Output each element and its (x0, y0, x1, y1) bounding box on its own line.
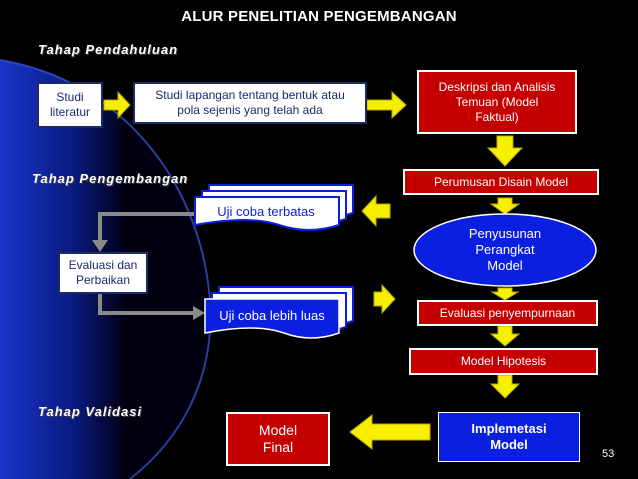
node-model-hipotesis: Model Hipotesis (409, 348, 598, 375)
arrow-down-4 (491, 326, 519, 346)
arrow-right-1 (104, 92, 130, 118)
node-evaluasi-penyempurnaan: Evaluasi penyempurnaan (417, 300, 598, 326)
node-studi-literatur: Studi literatur (37, 82, 103, 128)
node-implementasi-model: Implemetasi Model (438, 412, 580, 462)
node-uji-coba-lebih-luas: Uji coba lebih luas (219, 308, 325, 324)
stage-label-pengembangan: Tahap Pengembangan (32, 171, 189, 186)
connector-evaluasi-to-uji-luas (100, 294, 196, 313)
arrow-down-3 (492, 288, 518, 300)
node-studi-lapangan: Studi lapangan tentang bentuk atau pola sejenis yang telah ada (133, 82, 367, 124)
arrow-right-3 (374, 285, 395, 313)
arrow-left-2 (350, 415, 430, 449)
page-number: 53 (602, 448, 615, 460)
arrow-left-1 (362, 196, 390, 226)
arrow-down-5 (491, 375, 519, 398)
stage-label-validasi: Tahap Validasi (38, 404, 143, 419)
node-evaluasi-perbaikan: Evaluasi dan Perbaikan (58, 252, 148, 294)
node-perumusan-disain-model: Perumusan Disain Model (403, 169, 599, 195)
connector-arrowhead-down (92, 240, 108, 252)
node-uji-coba-terbatas: Uji coba terbatas (217, 204, 315, 219)
arrow-right-2 (367, 92, 406, 118)
arrow-down-1 (488, 136, 522, 166)
node-deskripsi-analisis: Deskripsi dan Analisis Temuan (Model Faktual) (417, 70, 577, 134)
node-model-final: Model Final (226, 412, 330, 466)
node-penyusunan-perangkat-model: Penyusunan Perangkat Model (468, 225, 542, 274)
connector-uji-to-evaluasi (100, 214, 196, 245)
diagram-title: ALUR PENELITIAN PENGEMBANGAN (181, 8, 457, 25)
stage-label-pendahuluan: Tahap Pendahuluan (38, 42, 179, 57)
